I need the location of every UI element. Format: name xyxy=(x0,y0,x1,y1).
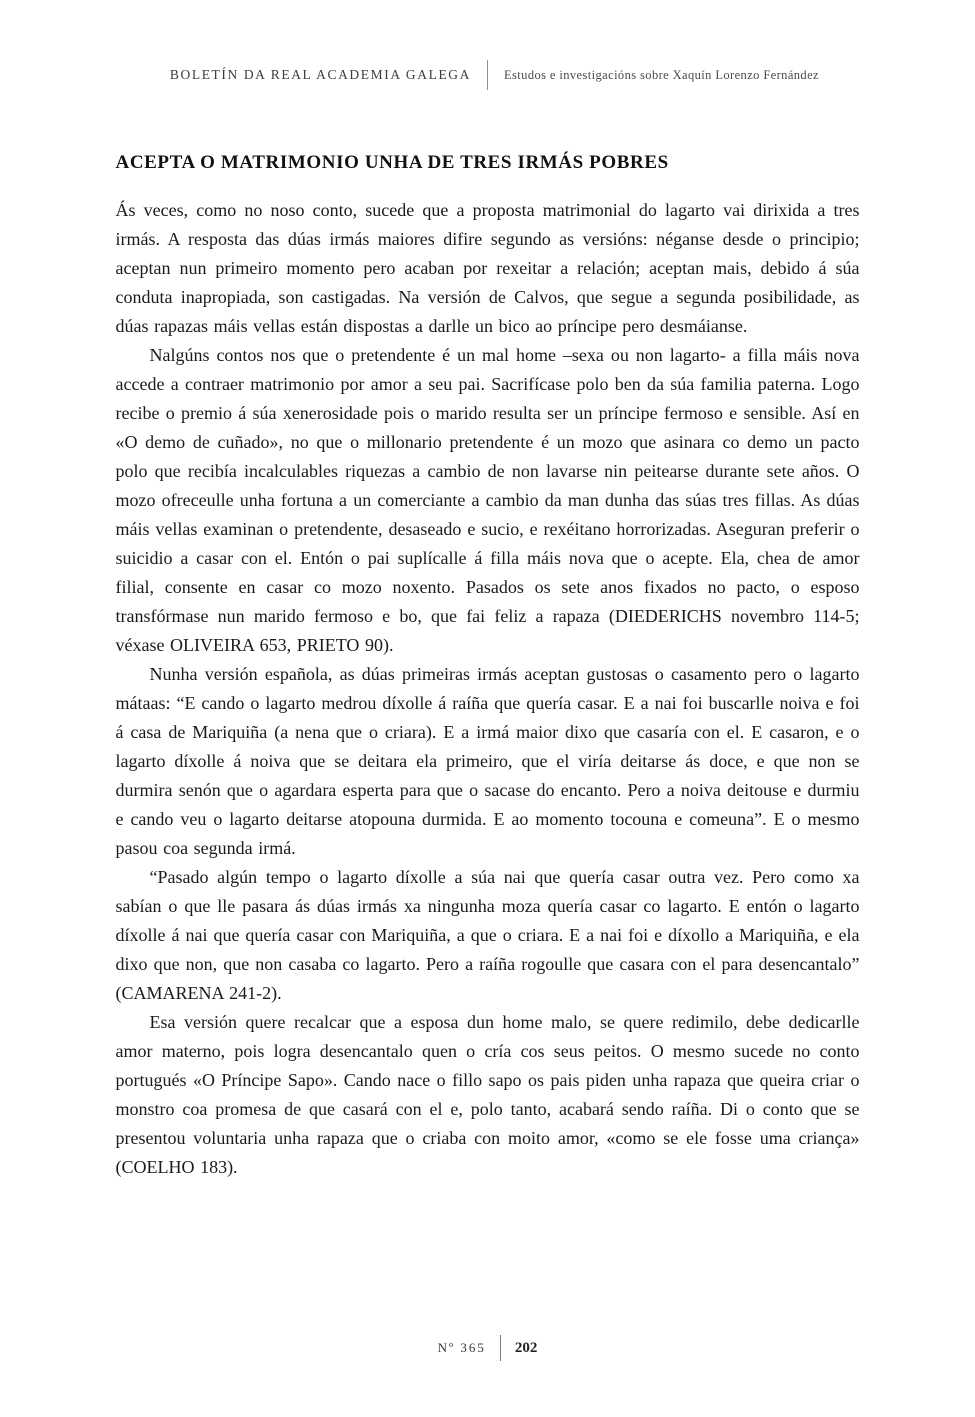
paragraph-2: Nalgúns contos nos que o pretendente é un mal home –sexa ou non lagarto- a filla máis nova accede a contraer matrimonio por amor a seu pai. Sacrifícase polo ben da súa familia paterna. Logo recibe o premio á súa xenerosidade pois o marido resulta ser un príncipe fermoso e sensible. Así en «O demo de cuñado», no que o millonario pretendente é un mozo que asinara co demo un pacto polo que recibía incalculables riquezas a cambio de non lavarse nin peitearse durante sete años. O mozo ofreceulle unha fortuna a un comerciante a cambio da man dunha das súas tres fillas. As dúas máis vellas examinan o pretendente, desaseado e sucio, e rexéitano horrorizadas. Aseguran preferir o suicidio a casar con el. Entón o pai suplícalle á filla máis nova que o acepte. Ela, chea de amor filial, consente en casar co mozo noxento. Pasados os sete anos fixados no pacto, o esposo transfórmase nun marido fermoso e bo, que fai feliz a rapaza (DIEDERICHS novembro 114-5; véxase OLIVEIRA 653, PRIETO 90). xyxy=(115,345,860,655)
paragraph-1: Ás veces, como no noso conto, sucede que a proposta matrimonial do lagarto vai dirixida a tres irmás. A resposta das dúas irmás maiores difire segundo as versións: néganse desde o principio; aceptan nun primeiro momento pero acaban por rexeitar a relación; aceptan mais, debido á súa conduta inapropiada, son castigadas. Na versión de Calvos, que segue a segunda posibilidade, as dúas rapazas máis vellas están dispostas a darlle un bico ao príncipe pero desmáianse. xyxy=(115,200,860,336)
header-divider xyxy=(487,60,488,90)
article-title: ACEPTA O MATRIMONIO UNHA DE TRES IRMÁS POBRES xyxy=(115,152,669,173)
journal-title: BOLETÍN DA REAL ACADEMIA GALEGA xyxy=(169,67,471,82)
article-text xyxy=(116,196,860,1182)
footer-divider xyxy=(500,1335,501,1361)
paragraph-4: “Pasado algún tempo o lagarto díxolle a súa nai que quería casar outra vez. Pero como xa sabían o que lle pasara ás dúas irmás xa ningunha moza quería casar co lagarto. E entón o lagarto díxolle á nai que quería casar con Mariquiña, a que o criara. E a nai foi e díxollo a Mariquiña, e ela dixo que non, que non casaba co lagarto. Pero a raíña rogoulle que casara con el para desencantalo” (CAMARENA 241-2). xyxy=(115,867,860,1003)
article-body xyxy=(116,152,860,1182)
paragraph-3: Nunha versión española, as dúas primeiras irmás aceptan gustosas o casamento pero o lagarto mátaas: “E cando o lagarto medrou díxolle á raíña que quería casar. E a nai foi buscarlle noiva e foi á casa de Mariquiña (a nena que o criara). E a irmá maior dixo que casaría con el. E casaron, e o lagarto díxolle á noiva que se deitara ela primeiro, que el viría deitarse ás doce, e que non se durmira senón que o agardara esperta para que o sacase do encanto. Pero a noiva deitouse e durmiu e cando veu o lagarto deitarse atopouna durmida. E ao momento tocouna e comeuna”. E o mesmo pasou coa segunda irmá. xyxy=(115,664,860,858)
page-footer xyxy=(0,1335,975,1361)
issue-subtitle: Estudos e investigacións sobre Xaquín Lorenzo Fernández xyxy=(504,67,819,82)
paragraph-5: Esa versión quere recalcar que a esposa dun home malo, se quere redimilo, debe dedicarlle amor materno, pois logra desencantalo quen o cría cos seus peitos. O mesmo sucede no conto portugués «O Príncipe Sapo». Cando nace o fillo sapo os pais piden unha rapaza que queira criar o monstro coa promesa de que casará con el e, polo tanto, acabará sendo raíña. Di o conto que se presentou voluntaria unha rapaza que o criaba con moito amor, «como se ele fosse uma criança» (COELHO 183). xyxy=(115,1012,860,1177)
issue-number: Nº 365 xyxy=(437,1340,486,1355)
page-number: 202 xyxy=(514,1339,538,1356)
running-header xyxy=(0,60,975,90)
